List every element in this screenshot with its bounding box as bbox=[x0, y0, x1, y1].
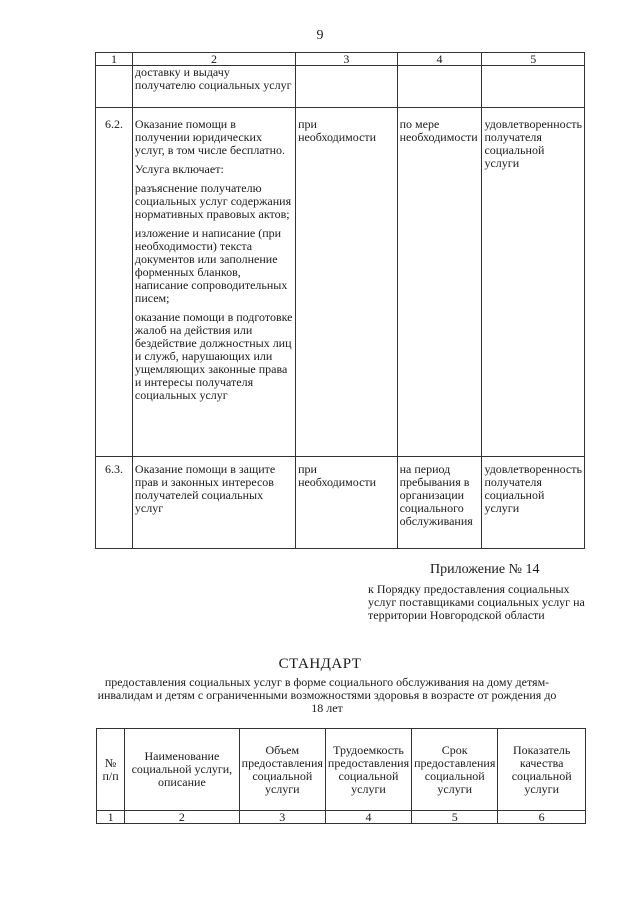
column-number: 1 bbox=[96, 53, 133, 66]
service-description bbox=[132, 66, 295, 108]
table-row bbox=[96, 108, 585, 457]
standard-table bbox=[96, 728, 586, 824]
services-table-continued bbox=[95, 52, 585, 549]
row-number: 6.2. bbox=[96, 108, 133, 457]
column-number: 5 bbox=[482, 53, 585, 66]
service-volume: при необходимости bbox=[296, 457, 398, 549]
row-number bbox=[96, 66, 133, 108]
header-cell: Наименование социальной услуги, описание bbox=[125, 729, 240, 811]
header-cell: Трудоемкость предоставления социальной услуги bbox=[325, 729, 411, 811]
description-paragraph: Услуга включает: bbox=[134, 162, 224, 176]
standard-subtitle: предоставления социальных услуг в форме социального обслуживания на дому детям-инвалидам и детям с ограниченными возможностями здоровья в возрасте от рождения до 18 лет bbox=[97, 675, 557, 715]
page-number: 9 bbox=[316, 28, 324, 43]
description-paragraph: изложение и написание (при необходимости) текста документов или заполнение форменных бланков, написание сопроводительных писем; bbox=[134, 226, 288, 305]
standard-title: СТАНДАРТ bbox=[278, 656, 362, 672]
table-row bbox=[96, 66, 585, 108]
table-header-row bbox=[97, 729, 586, 811]
service-term: по мере необходимости bbox=[397, 108, 482, 457]
service-quality: удовлетворенность получателя социальной услуги bbox=[482, 457, 585, 549]
header-cell: Показатель качества социальной услуги bbox=[498, 729, 586, 811]
appendix-reference: к Порядку предоставления социальных услуг поставщиками социальных услуг на территории Новгородской области bbox=[368, 582, 585, 622]
column-number: 5 bbox=[412, 811, 498, 824]
row-number: 6.3. bbox=[96, 457, 133, 549]
description-paragraph: Оказание помощи в защите прав и законных интересов получателей социальных услуг bbox=[134, 462, 276, 515]
description-paragraph: оказание помощи в подготовке жалоб на действия или бездействие должностных лиц и служб, нарушающих или ущемляющих законные права и интересы получателя социальных услуг bbox=[134, 310, 293, 402]
column-number: 1 bbox=[97, 811, 125, 824]
header-cell: Срок предоставления социальной услуги bbox=[412, 729, 498, 811]
service-quality bbox=[482, 66, 585, 108]
appendix-title: Приложение № 14 bbox=[430, 562, 540, 577]
service-volume bbox=[296, 66, 398, 108]
service-volume: при необходимости bbox=[296, 108, 398, 457]
service-term bbox=[397, 66, 482, 108]
column-number: 2 bbox=[132, 53, 295, 66]
column-number: 4 bbox=[325, 811, 411, 824]
service-term: на период пребывания в организации социального обслуживания bbox=[397, 457, 482, 549]
description-paragraph: разъяснение получателю социальных услуг содержания нормативных правовых актов; bbox=[134, 181, 292, 221]
table-header-numbers bbox=[97, 811, 586, 824]
table-header-row bbox=[96, 53, 585, 66]
service-description bbox=[132, 457, 295, 549]
service-quality: удовлетворенность получателя социальной услуги bbox=[482, 108, 585, 457]
description-paragraph: доставку и выдачу получателю социальных услуг bbox=[134, 65, 292, 92]
column-number: 2 bbox=[125, 811, 240, 824]
description-paragraph: Оказание помощи в получении юридических услуг, в том числе бесплатно. bbox=[134, 117, 285, 157]
table-row bbox=[96, 457, 585, 549]
service-description bbox=[132, 108, 295, 457]
column-number: 6 bbox=[498, 811, 586, 824]
column-number: 4 bbox=[397, 53, 482, 66]
header-cell: № п/п bbox=[97, 729, 125, 811]
column-number: 3 bbox=[239, 811, 325, 824]
column-number: 3 bbox=[296, 53, 398, 66]
header-cell: Объем предоставления социальной услуги bbox=[239, 729, 325, 811]
